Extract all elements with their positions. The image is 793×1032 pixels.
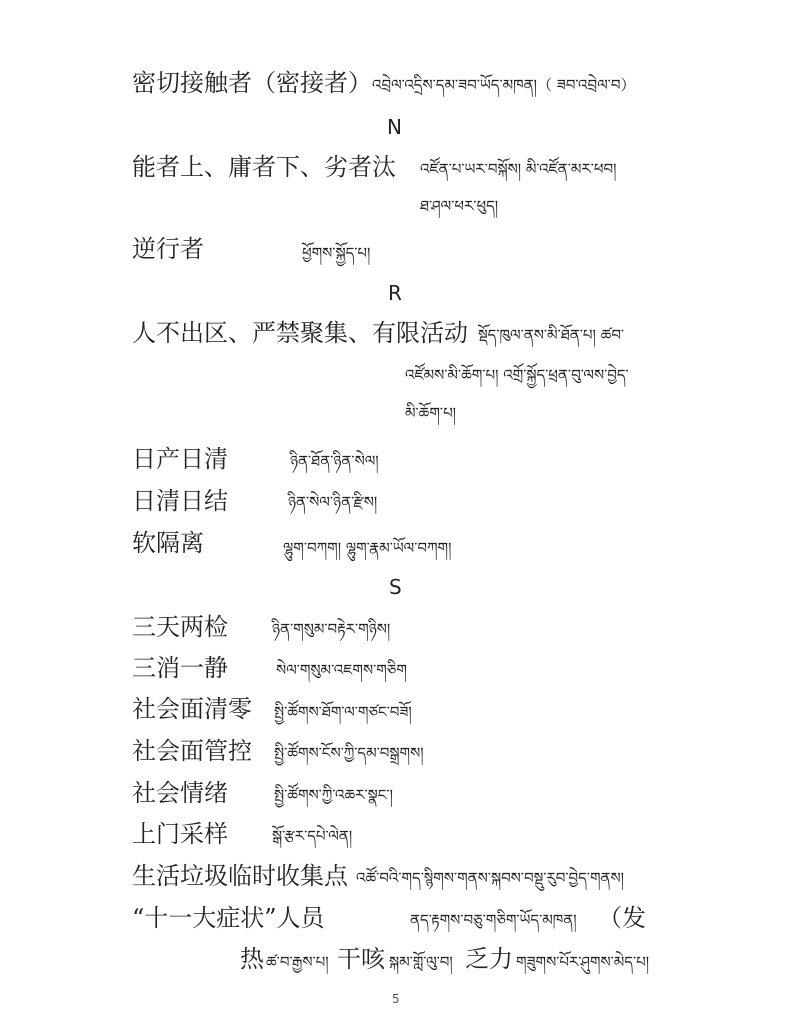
term-zh-tail: （发 [598, 904, 646, 932]
term-zh: 密切接触者（密接者） [132, 69, 372, 97]
term-zh: 乏力 [465, 945, 513, 973]
term-zh: 日产日清 [132, 445, 228, 473]
term-zh: 干咳 [337, 945, 385, 973]
term-bo: འབྲེལ་འདྲིས་དམ་ཟབ་ཡོད་མཁན།（ ཟབ་འབྲེལ་བ） [372, 76, 636, 94]
term-zh: 人不出区、严禁聚集、有限活动 [132, 319, 468, 347]
term-bo-cont: ཐ་ཤལ་ཕར་ཕུད། [420, 197, 499, 215]
term-zh: 软隔离 [132, 529, 204, 557]
term-zh: 三天两检 [132, 613, 228, 641]
term-bo-cont: འཛོམས་མི་ཆོག་པ། འགྲོ་སྐྱོད་ཕྲན་བུ་ལས་བྱེད་ [405, 366, 629, 384]
term-bo: སྐམ་གློ་ལུ་བ། [389, 953, 453, 971]
term-bo: སྤྱི་ཚོགས་ཐོག་ལ་གཙང་བཟོ། [274, 703, 412, 721]
term-bo: ཚ་བ་རྒྱས་པ། [266, 953, 329, 971]
section-letter: N [387, 115, 402, 139]
term-zh: “十一大症状”人员 [132, 904, 325, 932]
page-number: 5 [392, 992, 400, 1006]
term-bo: འཚོ་བའི་གད་སྙིགས་གནས་སྐབས་བསྡུ་རུབ་བྱེད་གནས། [356, 869, 624, 887]
section-letter: S [389, 575, 402, 599]
term-zh: 上门采样 [132, 820, 228, 848]
term-bo: སེལ་གསུམ་འཇགས་གཅིག [276, 661, 407, 679]
term-bo: ལྷུག་བཀག། ལྷུག་རྣམ་ཡོལ་བཀག། [283, 539, 452, 557]
term-bo: ཉིན་ཐོན་ཉིན་སེལ། [290, 452, 379, 470]
term-bo: འཛོན་པ་ཡར་བསྐོས། མི་འཛོན་མར་ཕབ། [420, 160, 617, 178]
section-letter: R [388, 281, 402, 305]
term-zh: 日清日结 [132, 487, 228, 515]
term-bo: སྤྱི་ཚོགས་ཀྱི་འཆར་སྣང་། [274, 786, 393, 804]
term-zh: 生活垃圾临时收集点 [132, 862, 348, 890]
term-zh: 社会面清零 [132, 695, 252, 723]
term-zh: 能者上、庸者下、劣者汰 [132, 153, 396, 181]
term-zh: 热 [240, 945, 264, 973]
term-zh: 逆行者 [132, 235, 204, 263]
term-bo: ཉིན་གསུམ་བརྟེར་གཉིས། [272, 620, 391, 638]
term-bo: ཕྱོགས་སྐྱོད་པ། [302, 244, 371, 262]
term-zh: 三消一静 [132, 654, 228, 682]
term-zh: 社会面管控 [132, 737, 252, 765]
term-bo: སྒོ་རྩར་དཔེ་ལེན། [272, 827, 353, 845]
term-bo: ཉིན་སེལ་ཉིན་རྫིས། [288, 493, 378, 511]
term-zh: 社会情绪 [132, 779, 228, 807]
term-bo: ནད་རྟགས་བཅུ་གཅིག་ཡོད་མཁན། [410, 911, 577, 929]
term-bo-cont: མི་ཆོག་པ། [405, 404, 457, 422]
term-bo: སྤྱི་ཚོགས་ངོས་ཀྱི་དམ་བསྒྲགས། [274, 744, 424, 762]
term-bo: སྡོད་ཁུལ་ནས་མི་ཐོན་པ། ཚབ་ [478, 326, 625, 344]
term-bo: གཟུགས་པོར་ཤུགས་མེད་པ། [516, 953, 650, 971]
